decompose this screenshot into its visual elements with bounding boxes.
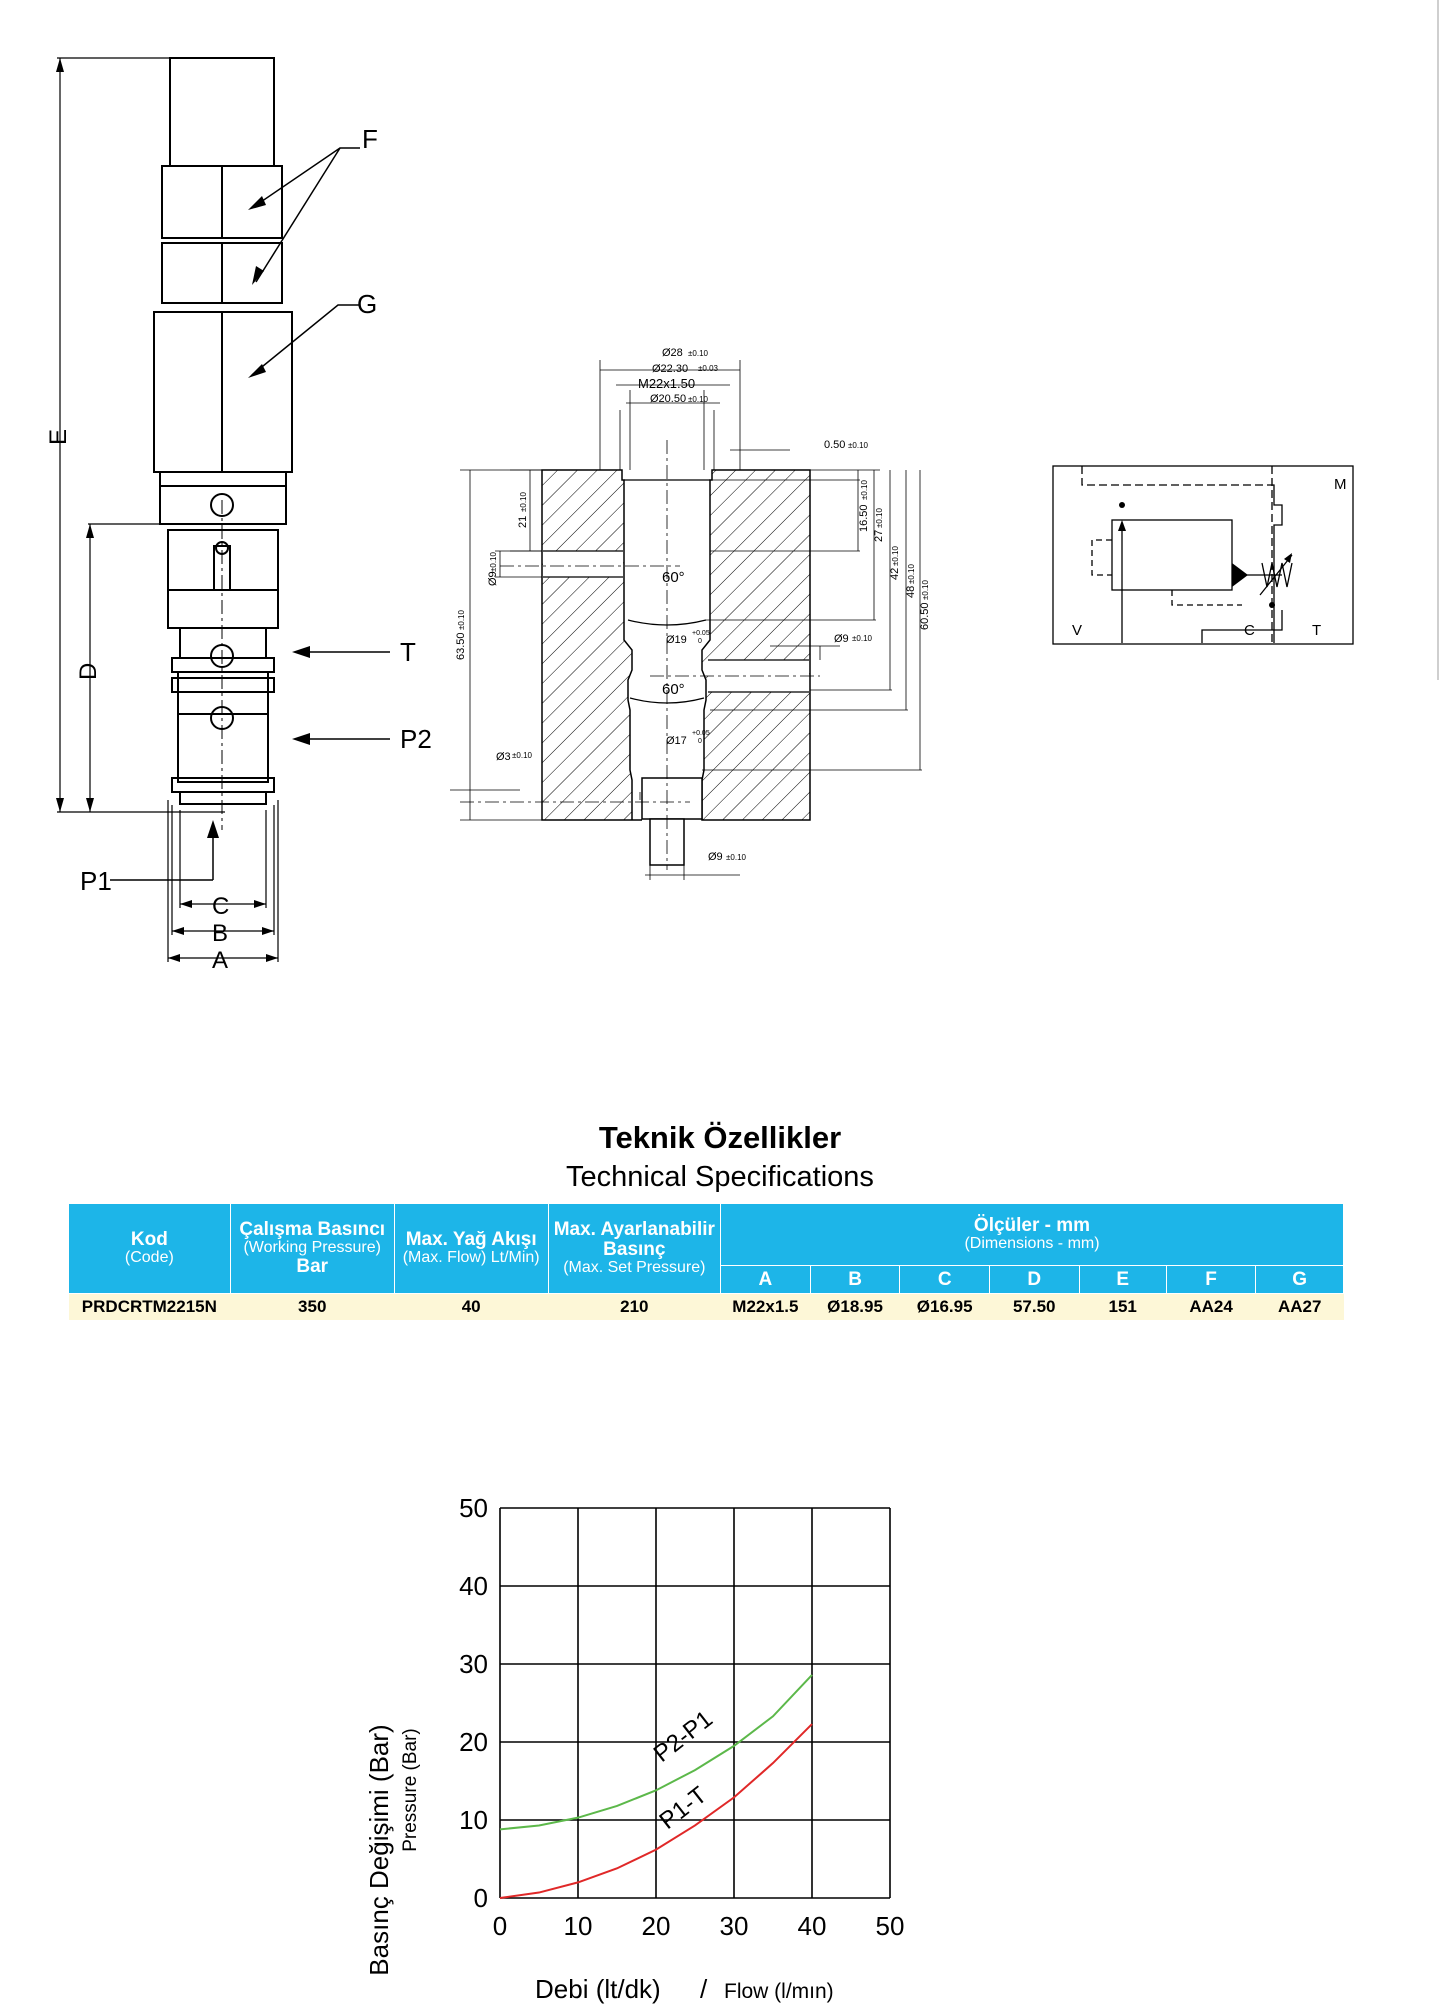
chart-ticks <box>459 1493 904 1941</box>
y-tick-label: 0 <box>473 1883 488 1913</box>
cavity-d28: Ø28 <box>662 347 683 359</box>
x-tick-label: 0 <box>492 1911 508 1941</box>
y-tick-label: 30 <box>459 1649 488 1679</box>
svg-text:0: 0 <box>698 638 702 645</box>
chart-grid <box>500 1508 890 1898</box>
label-F: F <box>362 124 378 154</box>
specs-title-en: Technical Specifications <box>566 1161 874 1193</box>
svg-text:±0.10: ±0.10 <box>519 492 528 512</box>
x-axis-label-en: Flow (l/mın) <box>724 1980 834 2003</box>
svg-text:±0.10: ±0.10 <box>688 349 708 358</box>
cavity-thread: M22x1.50 <box>638 376 696 391</box>
label-B: B <box>212 920 229 947</box>
cavity-h42: 42 <box>889 567 901 580</box>
header-dim-f: F <box>1166 1266 1256 1294</box>
label-P1: P1 <box>80 866 112 896</box>
svg-text:±0.10: ±0.10 <box>726 853 746 862</box>
cavity-d9-bottom: Ø9 <box>708 851 723 863</box>
symbol-V: V <box>1072 622 1083 639</box>
cell-dim-g: AA27 <box>1256 1294 1344 1321</box>
y-tick-label: 20 <box>459 1727 488 1757</box>
cell-dim-e: 151 <box>1079 1294 1166 1321</box>
label-D: D <box>75 662 102 680</box>
cell-dim-a: M22x1.5 <box>721 1294 811 1321</box>
cavity-d2050: Ø20.50 <box>650 393 687 405</box>
cell-dim-c: Ø16.95 <box>900 1294 990 1321</box>
cavity-h6350: 63.50 <box>455 632 467 660</box>
svg-text:±0.10: ±0.10 <box>512 751 532 760</box>
x-axis-label-sep: / <box>700 1974 708 2004</box>
x-axis-label: Debi (lt/dk) <box>535 1974 661 2004</box>
svg-text:±0.10: ±0.10 <box>891 546 900 566</box>
svg-text:0: 0 <box>698 738 702 745</box>
header-dim-a: A <box>721 1266 811 1294</box>
svg-text:±0.03: ±0.03 <box>698 364 718 373</box>
pressure-flow-chart <box>360 1490 920 2010</box>
x-tick-label: 40 <box>797 1911 827 1941</box>
x-tick-label: 20 <box>641 1911 671 1941</box>
svg-text:±0.10: ±0.10 <box>852 634 872 643</box>
y-tick-label: 10 <box>459 1805 488 1835</box>
cavity-angle-2: 60° <box>662 681 685 698</box>
y-tick-label: 50 <box>459 1493 488 1523</box>
svg-text:±0.10: ±0.10 <box>688 395 708 404</box>
svg-text:±0.10: ±0.10 <box>860 480 869 500</box>
header-dim-c: C <box>900 1266 990 1294</box>
svg-text:±0.10: ±0.10 <box>848 441 868 450</box>
cavity-angle-1: 60° <box>662 569 685 586</box>
cavity-h1650: 16.50 <box>858 504 870 532</box>
adjustment-stem <box>170 58 274 166</box>
cavity-d3: Ø3 <box>496 751 511 763</box>
label-E: E <box>45 428 72 445</box>
label-C: C <box>212 893 230 920</box>
header-max-set-pressure: Max. Ayarlanabilir Basınç (Max. Set Pressure) <box>548 1204 720 1294</box>
cavity-d9-left: Ø9 <box>487 571 499 586</box>
svg-text:±0.10: ±0.10 <box>875 508 884 528</box>
header-dim-d: D <box>990 1266 1080 1294</box>
label-T: T <box>400 637 416 667</box>
cavity-d17: Ø17 <box>666 735 687 747</box>
cavity-h21: 21 <box>517 515 529 528</box>
symbol-M: M <box>1334 476 1347 493</box>
series-label-P2-P1: P2-P1 <box>648 1705 718 1768</box>
cell-dim-b: Ø18.95 <box>810 1294 900 1321</box>
specs-table <box>68 1203 1344 1320</box>
svg-text:±0.10: ±0.10 <box>489 552 498 572</box>
cell-pressure: 350 <box>230 1294 394 1321</box>
svg-text:±0.10: ±0.10 <box>907 564 916 584</box>
svg-text:+0.05: +0.05 <box>692 730 710 737</box>
cell-flow: 40 <box>394 1294 548 1321</box>
header-dim-b: B <box>810 1266 900 1294</box>
cavity-d2230: Ø22.30 <box>652 363 689 375</box>
label-A: A <box>212 947 229 974</box>
header-code: Kod (Code) <box>69 1204 231 1294</box>
cavity-h27: 27 <box>873 529 885 542</box>
svg-text:±0.10: ±0.10 <box>457 610 466 630</box>
x-tick-label: 50 <box>875 1911 905 1941</box>
page-edge-rule <box>1437 0 1439 680</box>
x-tick-label: 10 <box>563 1911 593 1941</box>
svg-text:±0.10: ±0.10 <box>921 580 930 600</box>
y-tick-label: 40 <box>459 1571 488 1601</box>
cell-set: 210 <box>548 1294 720 1321</box>
cell-dim-f: AA24 <box>1166 1294 1256 1321</box>
header-max-flow: Max. Yağ Akışı (Max. Flow) Lt/Min) <box>394 1204 548 1294</box>
table-row <box>69 1294 1344 1321</box>
symbol-T: T <box>1312 622 1322 639</box>
cell-dim-d: 57.50 <box>990 1294 1080 1321</box>
cavity-h48: 48 <box>905 585 917 598</box>
cavity-h6050: 60.50 <box>919 602 931 630</box>
symbol-C: C <box>1244 622 1255 639</box>
svg-text:+0.05: +0.05 <box>692 630 710 637</box>
cell-code: PRDCRTM2215N <box>69 1294 231 1321</box>
label-P2: P2 <box>400 724 432 754</box>
header-dimensions: Ölçüler - mm (Dimensions - mm) <box>721 1204 1344 1266</box>
specs-title-tr: Teknik Özellikler <box>598 1120 842 1155</box>
header-working-pressure: Çalışma Basıncı (Working Pressure) Bar <box>230 1204 394 1294</box>
header-dim-g: G <box>1256 1266 1344 1294</box>
series-label-P1-T: P1-T <box>654 1781 713 1835</box>
valve-outline-drawing <box>0 0 460 980</box>
y-axis-label-en: Pressure (Bar) <box>400 1728 421 1852</box>
hydraulic-symbol <box>1052 465 1354 647</box>
label-G: G <box>357 289 378 319</box>
cavity-d19: Ø19 <box>666 634 687 646</box>
header-dim-e: E <box>1079 1266 1166 1294</box>
cavity-section-drawing <box>440 330 940 890</box>
cavity-off050: 0.50 <box>824 439 846 451</box>
cavity-d9-right: Ø9 <box>834 633 849 645</box>
y-axis-label: Basınç Değişimi (Bar) <box>364 1724 394 1976</box>
x-tick-label: 30 <box>719 1911 749 1941</box>
